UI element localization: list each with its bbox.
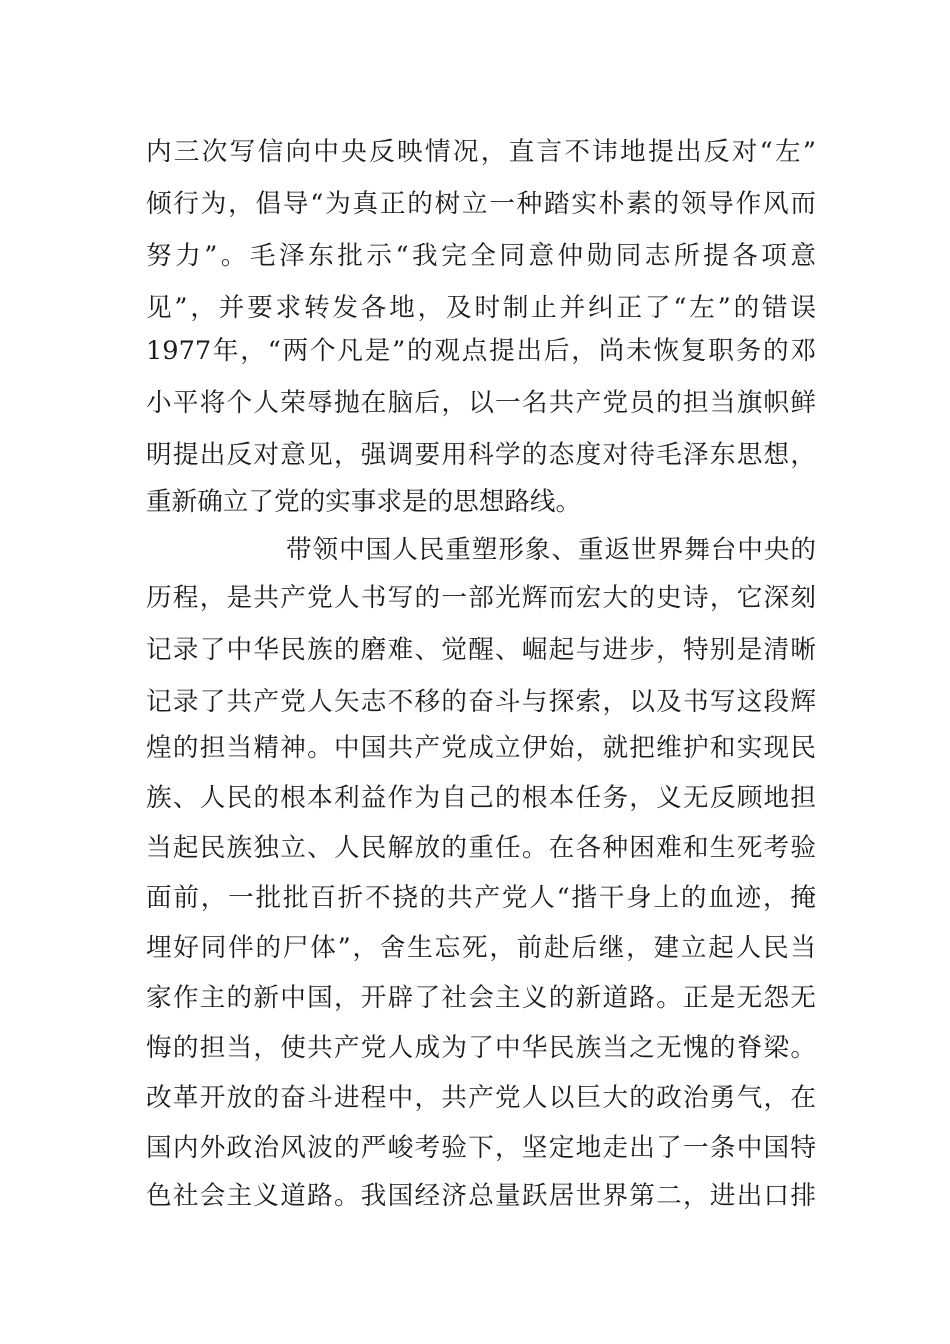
text-line: 努力”。毛泽东批示“我完全同意仲勋同志所提各项意: [146, 241, 816, 271]
text-line: 记录了共产党人矢志不移的奋斗与探索，以及书写这段辉: [146, 687, 816, 717]
text-line: 改革开放的奋斗进程中，共产党人以巨大的政治勇气，在: [146, 1083, 816, 1113]
text-line: 悔的担当，使共产党人成为了中华民族当之无愧的脊梁。: [146, 1033, 816, 1063]
text-line: 小平将个人荣辱抛在脑后，以一名共产党员的担当旗帜鲜: [146, 388, 816, 418]
text-line: 内三次写信向中央反映情况，直言不讳地提出反对“左”: [146, 137, 816, 167]
text-line: 族、人民的根本利益作为自己的根本任务，义无反顾地担: [146, 783, 816, 813]
text-line: 埋好同伴的尸体”，舍生忘死，前赴后继，建立起人民当: [146, 933, 816, 963]
text-line: 煌的担当精神。中国共产党成立伊始，就把维护和实现民: [146, 733, 816, 763]
text-line: 记录了中华民族的磨难、觉醒、崛起与进步，特别是清晰: [146, 635, 816, 665]
text-line: 重新确立了党的实事求是的思想路线。: [146, 487, 582, 517]
text-line: 见”，并要求转发各地，及时制止并纠正了“左”的错误: [146, 293, 816, 323]
text-line: 历程，是共产党人书写的一部光辉而宏大的史诗，它深刻: [146, 583, 816, 613]
text-line: 明提出反对意见，强调要用科学的态度对待毛泽东思想，: [146, 440, 816, 470]
text-line: 倾行为，倡导“为真正的树立一种踏实朴素的领导作风而: [146, 189, 816, 219]
text-line: 当起民族独立、人民解放的重任。在各种困难和生死考验: [146, 833, 816, 863]
text-line: 国内外政治风波的严峻考验下，坚定地走出了一条中国特: [146, 1133, 816, 1163]
text-line: 1977年，“两个凡是”的观点提出后，尚未恢复职务的邓: [146, 336, 816, 366]
text-line: 家作主的新中国，开辟了社会主义的新道路。正是无怨无: [146, 983, 816, 1013]
paragraph-first-line: 带领中国人民重塑形象、重返世界舞台中央的: [286, 535, 816, 565]
text-line: 色社会主义道路。我国经济总量跃居世界第二，进出口排: [146, 1181, 816, 1211]
text-line: 面前，一批批百折不挠的共产党人“揩干身上的血迹，掩: [146, 883, 816, 913]
